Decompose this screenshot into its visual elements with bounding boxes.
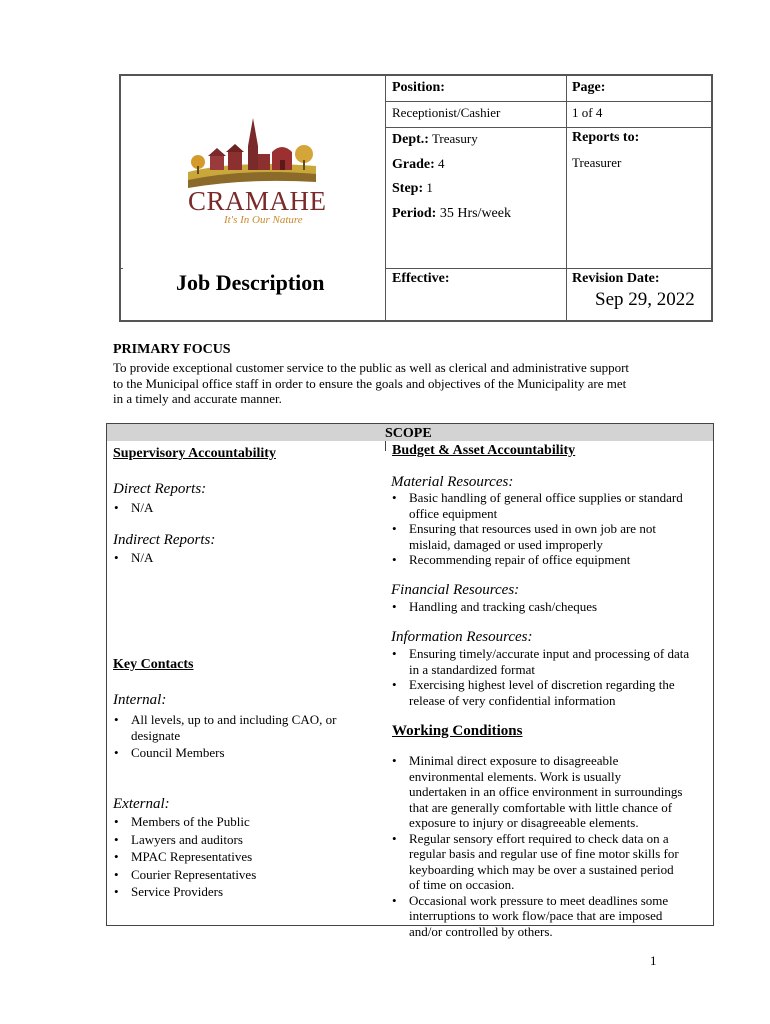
header-rule-3: [386, 268, 712, 269]
dept-label: Dept.:: [392, 132, 429, 147]
list-item: • All levels, up to and including CAO, or designate: [108, 712, 378, 743]
primary-focus-line: in a timely and accurate manner.: [113, 391, 282, 406]
document-title: Job Description: [176, 270, 325, 295]
budget-asset-accountability-title: Budget & Asset Accountability: [392, 443, 576, 458]
position-value: Receptionist/Cashier: [392, 105, 501, 120]
header-rule-left: [120, 268, 123, 269]
direct-reports-list: [108, 500, 378, 516]
key-contacts-title: Key Contacts: [113, 657, 194, 672]
dept-field: [392, 130, 478, 148]
page-value: 1 of 4: [572, 105, 603, 120]
list-item: • Ensuring timely/accurate input and processing of data in a standardized format: [386, 646, 711, 677]
grade-value: 4: [434, 156, 445, 171]
working-conditions-list: [386, 753, 711, 939]
primary-focus-line: To provide exceptional customer service to the public as well as clerical and administrative support: [113, 360, 630, 375]
list-item: • Basic handling of general office supplies or standard office equipment: [386, 490, 711, 521]
financial-resources-list: [386, 599, 711, 615]
financial-resources-title: Financial Resources:: [391, 582, 520, 598]
indirect-reports-title: Indirect Reports:: [113, 532, 216, 548]
material-resources-title: Material Resources:: [391, 474, 514, 490]
internal-contacts-title: Internal:: [113, 692, 167, 708]
supervisory-accountability-title: Supervisory Accountability: [113, 446, 276, 461]
list-item: • Recommending repair of office equipment: [386, 552, 711, 568]
list-item: • Members of the Public: [108, 814, 378, 830]
list-item: • Occasional work pressure to meet deadlines some interruptions to work flow/pace that are imposed and/or controlled by others.: [386, 893, 711, 940]
list-item: • N/A: [108, 550, 378, 566]
header-divider-bottom: [566, 268, 567, 321]
grade-label: Grade:: [392, 157, 435, 172]
page-label: Page:: [572, 80, 606, 95]
list-item: • Exercising highest level of discretion regarding the release of very confidential information: [386, 677, 711, 708]
dept-value: Treasury: [428, 131, 478, 146]
list-item: • Regular sensory effort required to check data on a regular basis and regular use of fine motor skills for keyboarding which may be over a sustained period of time on occasion.: [386, 831, 711, 893]
list-item: • Minimal direct exposure to disagreeable environmental elements. Work is usually undertaken in an office environment in surroundings that are generally comfortable with little chance of exposure to injury or disagreeable elements.: [386, 753, 711, 831]
period-field: [392, 204, 511, 222]
external-contacts-list: [108, 814, 378, 902]
grade-field: [392, 155, 445, 173]
information-resources-list: [386, 646, 711, 708]
material-resources-list: [386, 490, 711, 568]
header-divider-main: [385, 75, 386, 321]
list-item: • Lawyers and auditors: [108, 832, 378, 848]
list-item: • Courier Representatives: [108, 867, 378, 883]
header-rule-2: [386, 127, 712, 128]
step-label: Step:: [392, 181, 424, 196]
step-field: [392, 179, 433, 197]
list-item: • Council Members: [108, 745, 378, 761]
primary-focus-text: [113, 360, 713, 407]
header-rule-1: [386, 101, 712, 102]
list-item: • MPAC Representatives: [108, 849, 378, 865]
period-label: Period:: [392, 206, 437, 221]
primary-focus-title: PRIMARY FOCUS: [113, 342, 231, 357]
page-number: 1: [650, 953, 657, 968]
village-illustration-icon: [186, 116, 318, 188]
list-item: • Ensuring that resources used in own job are not mislaid, damaged or used improperly: [386, 521, 711, 552]
revision-date-label: Revision Date:: [572, 271, 660, 286]
step-value: 1: [423, 180, 433, 195]
direct-reports-title: Direct Reports:: [113, 481, 207, 497]
scope-title: SCOPE: [385, 426, 432, 441]
header-divider-mid: [566, 128, 567, 268]
information-resources-title: Information Resources:: [391, 629, 533, 645]
list-item: • N/A: [108, 500, 378, 516]
reports-to-value: Treasurer: [572, 155, 622, 170]
period-value: 35 Hrs/week: [436, 206, 511, 221]
revision-date-value: Sep 29, 2022: [595, 289, 695, 310]
cramahe-logo: [186, 116, 327, 228]
position-label: Position:: [392, 80, 445, 95]
logo-wordmark: CRAMAHE: [188, 186, 327, 216]
logo-tagline: It's In Our Nature: [224, 214, 303, 226]
reports-to-label: Reports to:: [572, 130, 640, 145]
indirect-reports-list: [108, 550, 378, 566]
scope-divider: [385, 441, 386, 451]
working-conditions-title: Working Conditions: [392, 723, 523, 739]
external-contacts-title: External:: [113, 796, 170, 812]
list-item: • Handling and tracking cash/cheques: [386, 599, 711, 615]
effective-label: Effective:: [392, 271, 450, 286]
internal-contacts-list: [108, 712, 378, 761]
primary-focus-line: to the Municipal office staff in order to ensure the goals and objectives of the Municipality are met: [113, 375, 627, 391]
list-item: • Service Providers: [108, 884, 378, 900]
